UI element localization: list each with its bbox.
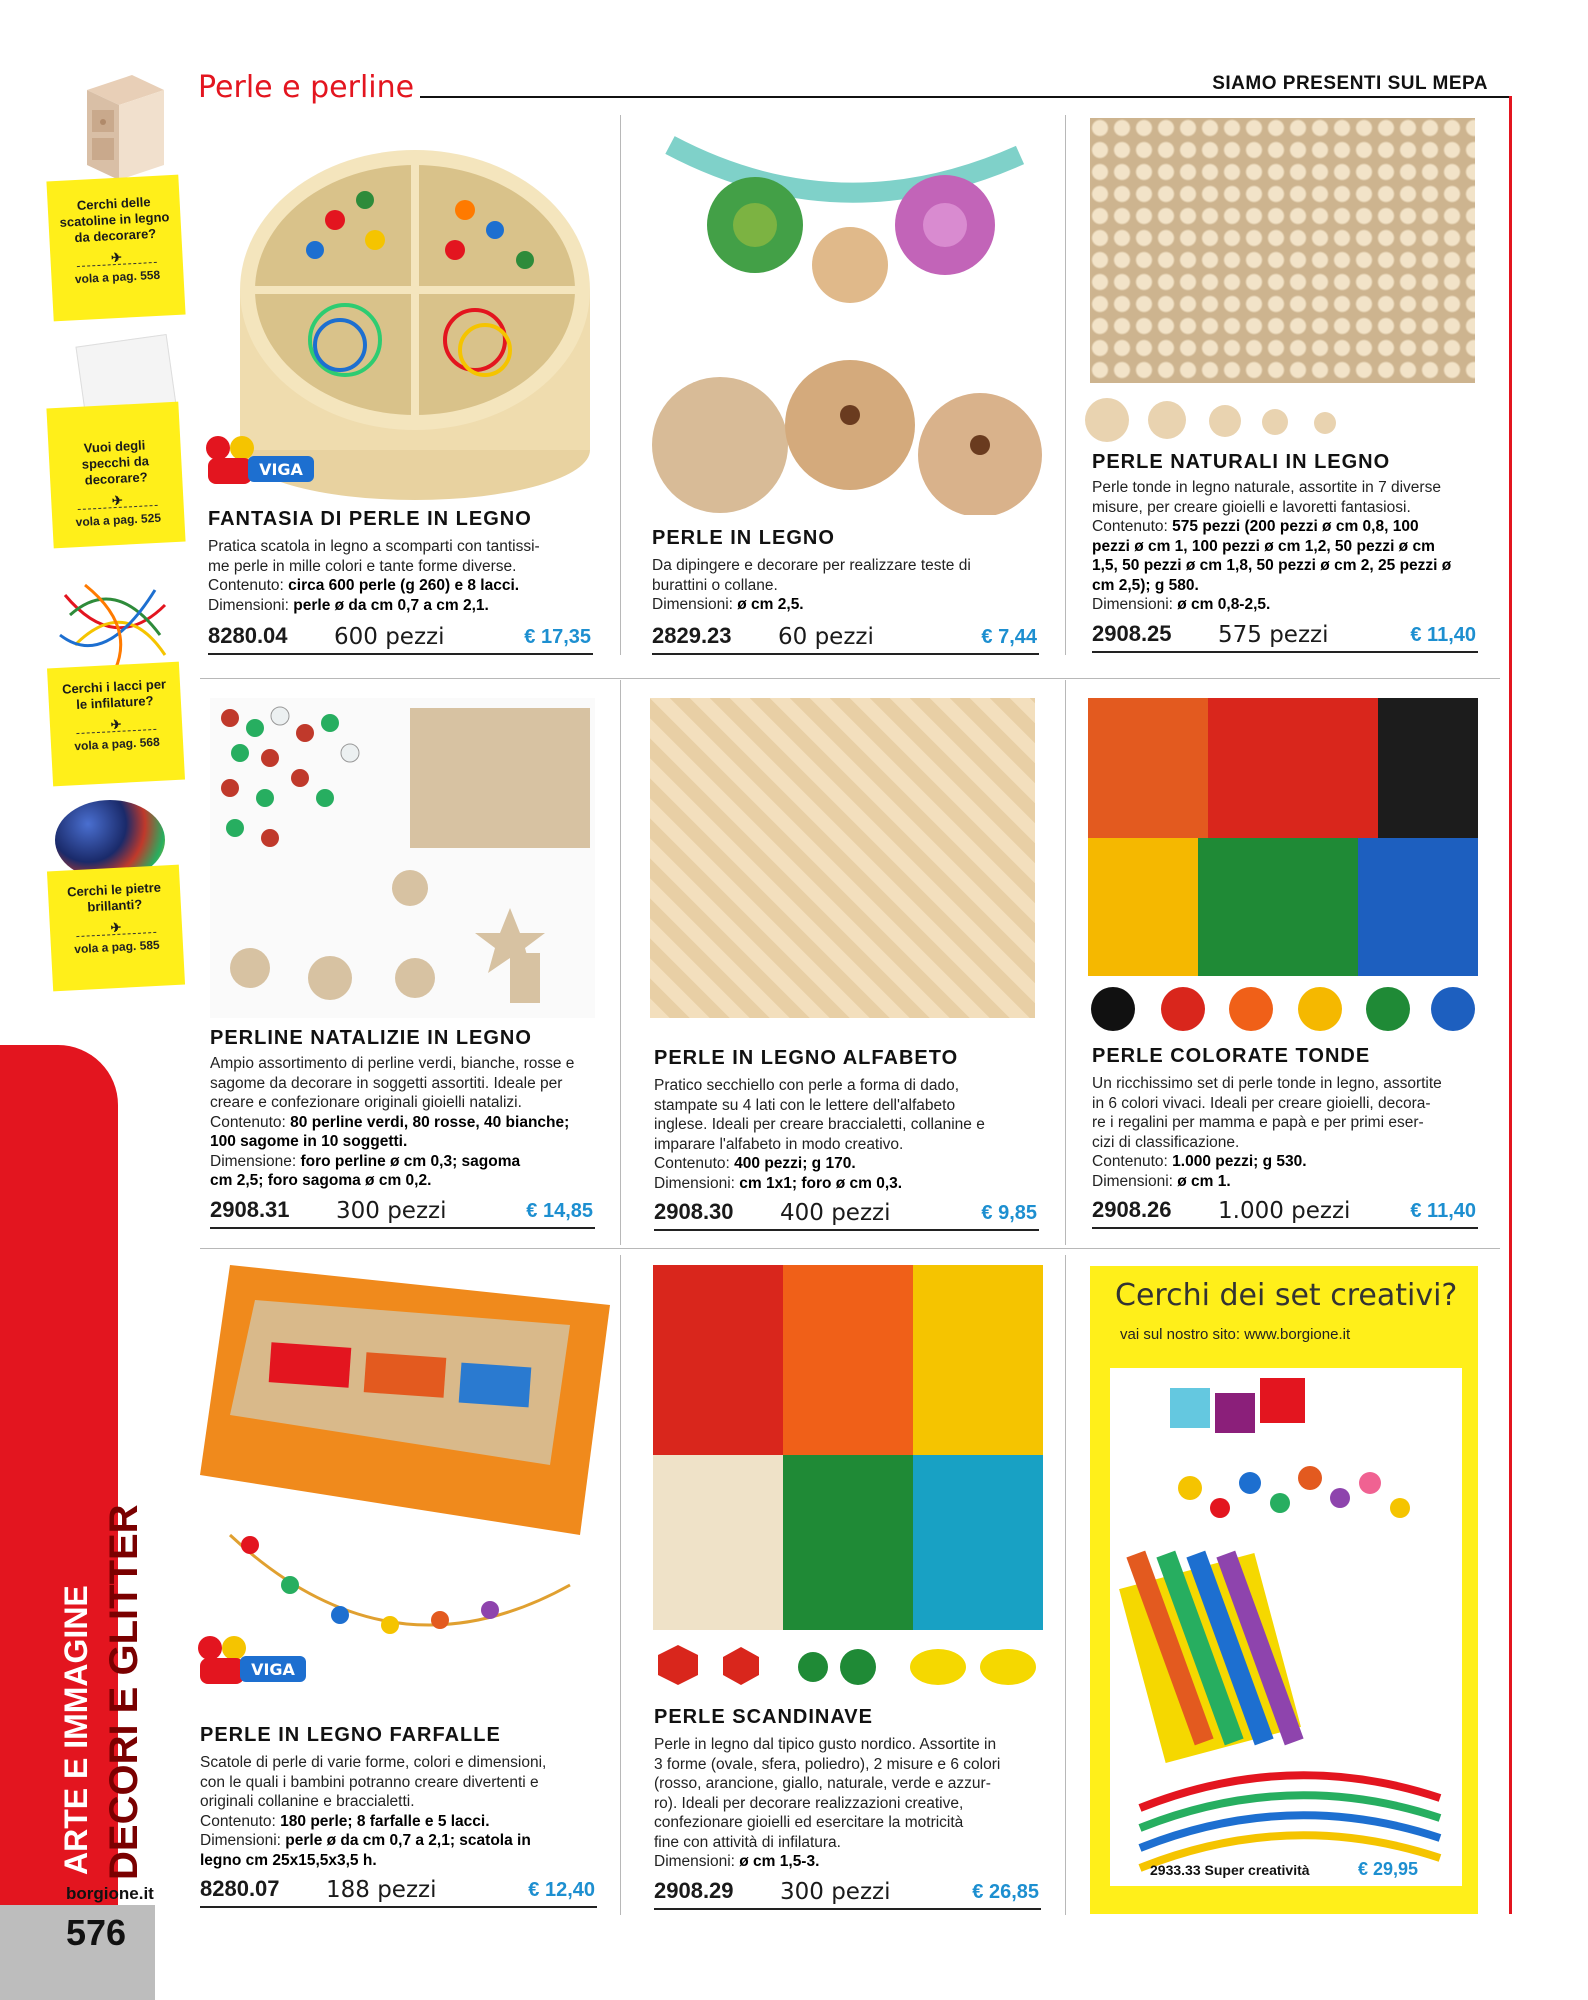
description-line bbox=[1092, 498, 1478, 518]
description-line bbox=[200, 1753, 597, 1773]
description-line bbox=[210, 1113, 595, 1133]
product-code: 2908.31 bbox=[210, 1196, 290, 1222]
description-text: Dimensioni: bbox=[652, 596, 738, 613]
description-text: Contenuto: bbox=[208, 577, 289, 594]
description-text: stampate su 4 lati con le lettere dell'alfabeto bbox=[654, 1096, 956, 1114]
product-quantity: 300 pezzi bbox=[336, 1197, 447, 1224]
description-line bbox=[210, 1152, 595, 1172]
description-bold: 100 sagome in 10 soggetti. bbox=[210, 1133, 408, 1150]
description-bold: cm 2,5; foro sagoma ø cm 0,2. bbox=[210, 1172, 432, 1189]
product-code: 2829.23 bbox=[652, 622, 732, 648]
product-card[interactable] bbox=[654, 1047, 1039, 1231]
description-text: re i regalini per mamma e papà e per primi eser- bbox=[1092, 1114, 1424, 1131]
description-bold: foro perline ø cm 0,3; sagoma bbox=[300, 1152, 521, 1170]
description-text: me perle in mille colori e tante forme diverse. bbox=[208, 557, 517, 575]
description-bold: ø cm 0,8-2,5. bbox=[1177, 596, 1271, 613]
description-line bbox=[654, 1794, 1041, 1814]
description-text: Pratica scatola in legno a scomparti con tantissi- bbox=[208, 538, 540, 555]
grid-divider bbox=[200, 1248, 1500, 1249]
page-title: Perle e perline bbox=[198, 70, 415, 105]
viga-logo bbox=[192, 1630, 312, 1690]
description-text: misure, per creare gioielli e lavoretti fantasiosi. bbox=[1092, 498, 1411, 516]
description-text: Dimensioni: bbox=[654, 1853, 740, 1870]
description-bold: circa 600 perle (g 260) e 8 lacci. bbox=[288, 577, 520, 594]
title-rule bbox=[420, 96, 1510, 98]
description-text: Dimensioni: bbox=[200, 1832, 286, 1849]
description-bold: 180 perle; 8 farfalle e 5 lacci. bbox=[280, 1812, 490, 1830]
product-quantity: 600 pezzi bbox=[334, 624, 445, 650]
product-card[interactable] bbox=[1092, 451, 1478, 653]
promo-text: Cerchi i lacci per le infilature? bbox=[61, 676, 167, 713]
description-text: Da dipingere e decorare per realizzare teste di bbox=[652, 557, 971, 574]
perline-natalizie-image bbox=[210, 698, 595, 1018]
description-text: in 6 colori vivaci. Ideali per creare gioielli, decora- bbox=[1092, 1094, 1431, 1112]
product-quantity: 1.000 pezzi bbox=[1218, 1198, 1351, 1224]
description-line bbox=[208, 557, 593, 577]
description-text: inglese. Ideali per creare braccialetti, collanine e bbox=[654, 1116, 985, 1133]
promo-link[interactable]: vola a pag. 585 bbox=[73, 937, 160, 957]
grid-divider bbox=[1065, 1255, 1066, 1915]
description-line bbox=[210, 1132, 595, 1152]
description-line bbox=[200, 1773, 597, 1793]
description-text: fine con attività di infilatura. bbox=[654, 1833, 841, 1851]
description-text: burattini o collane. bbox=[652, 576, 778, 594]
product-code: 2908.29 bbox=[654, 1877, 734, 1903]
viga-logo-text: VIGA bbox=[251, 1660, 295, 1679]
description-line bbox=[654, 1755, 1041, 1775]
product-code: 8280.04 bbox=[208, 623, 288, 648]
description-line bbox=[1092, 478, 1478, 498]
description-bold: ø cm 1. bbox=[1177, 1172, 1231, 1190]
description-line bbox=[652, 576, 1039, 596]
description-text: Contenuto: bbox=[1092, 518, 1173, 535]
grid-divider bbox=[620, 680, 621, 1245]
perle-scandinave-shapes bbox=[653, 1643, 1043, 1688]
description-line bbox=[210, 1171, 595, 1191]
grid-divider bbox=[1065, 115, 1066, 655]
description-line bbox=[208, 576, 593, 596]
description-bold: cm 1x1; foro ø cm 0,3. bbox=[739, 1174, 903, 1192]
product-description bbox=[200, 1753, 597, 1870]
description-line bbox=[1092, 517, 1478, 537]
description-text: Ampio assortimento di perline verdi, bianche, rosse e bbox=[210, 1055, 575, 1072]
description-bold: perle ø da cm 0,7 a cm 2,1. bbox=[293, 596, 489, 614]
viga-logo-text: VIGA bbox=[259, 460, 303, 479]
description-line bbox=[1092, 537, 1478, 557]
description-text: Perle tonde in legno naturale, assortite in 7 diverse bbox=[1092, 479, 1441, 496]
price-row bbox=[654, 1195, 1039, 1231]
grid-divider bbox=[200, 678, 1500, 679]
product-price: € 7,44 bbox=[981, 625, 1037, 648]
description-bold: 1.000 pezzi; g 530. bbox=[1172, 1153, 1307, 1170]
description-line bbox=[208, 596, 593, 616]
description-bold: 80 perline verdi, 80 rosse, 40 bianche; bbox=[290, 1113, 570, 1131]
description-text: sagome da decorare in soggetti assortiti. Ideale per bbox=[210, 1074, 563, 1092]
description-text: Dimensione: bbox=[210, 1152, 301, 1170]
creative-set-code: 2933.33 Super creatività bbox=[1150, 1862, 1310, 1878]
description-line bbox=[654, 1833, 1041, 1853]
perle-legno-image bbox=[640, 115, 1050, 515]
product-description bbox=[210, 1054, 595, 1191]
product-card[interactable] bbox=[1092, 1045, 1478, 1229]
product-title: PERLE IN LEGNO ALFABETO bbox=[654, 1047, 959, 1069]
product-title: PERLE IN LEGNO FARFALLE bbox=[200, 1724, 501, 1746]
promo-laces[interactable] bbox=[47, 662, 185, 787]
product-title: PERLINE NATALIZIE IN LEGNO bbox=[210, 1027, 532, 1049]
description-line bbox=[652, 556, 1039, 576]
creative-set-price: € 29,95 bbox=[1358, 1859, 1419, 1879]
description-text: Contenuto: bbox=[1092, 1153, 1173, 1170]
promo-text: Cerchi le pietre brillanti? bbox=[66, 879, 162, 915]
perle-colorate-image bbox=[1088, 698, 1478, 976]
description-bold: 1,5, 50 pezzi ø cm 1,8, 50 pezzi ø cm 2, 25 pezzi ø bbox=[1092, 557, 1452, 574]
description-line bbox=[208, 537, 593, 557]
product-price: € 11,40 bbox=[1410, 1200, 1476, 1222]
product-quantity: 188 pezzi bbox=[326, 1877, 437, 1903]
product-card[interactable] bbox=[200, 1724, 597, 1908]
product-code: 2908.25 bbox=[1092, 620, 1172, 646]
grid-divider bbox=[620, 1255, 621, 1915]
product-quantity: 400 pezzi bbox=[780, 1200, 891, 1226]
product-quantity: 300 pezzi bbox=[780, 1878, 891, 1905]
promo-gems[interactable] bbox=[47, 865, 185, 992]
description-text: 3 forme (ovale, sfera, poliedro), 2 misure e 6 colori bbox=[654, 1755, 1001, 1773]
promo-mirrors[interactable] bbox=[46, 402, 185, 549]
description-line bbox=[654, 1813, 1041, 1833]
paper-plane-icon: ✈ bbox=[76, 248, 157, 267]
promo-link[interactable]: vola a pag. 568 bbox=[74, 734, 161, 754]
price-row bbox=[200, 1872, 597, 1908]
description-text: ro). Ideali per decorare realizzazioni creative, bbox=[654, 1794, 964, 1812]
product-title: PERLE IN LEGNO bbox=[652, 527, 835, 549]
perle-naturali-sizes bbox=[1085, 395, 1385, 445]
product-price: € 12,40 bbox=[528, 1879, 595, 1901]
description-line bbox=[1092, 576, 1478, 596]
description-text: Contenuto: bbox=[200, 1812, 281, 1830]
product-description bbox=[654, 1076, 1039, 1193]
product-description bbox=[654, 1735, 1041, 1872]
perle-alfabeto-image bbox=[650, 698, 1035, 1018]
description-line bbox=[1092, 1113, 1478, 1133]
viga-logo bbox=[200, 430, 320, 490]
description-text: Dimensioni: bbox=[1092, 1172, 1178, 1190]
product-description bbox=[1092, 478, 1478, 615]
description-line bbox=[654, 1774, 1041, 1794]
description-line bbox=[200, 1812, 597, 1832]
description-line bbox=[1092, 1133, 1478, 1153]
product-code: 2908.30 bbox=[654, 1199, 734, 1224]
description-text: cizi di classificazione. bbox=[1092, 1133, 1240, 1151]
price-row bbox=[210, 1193, 595, 1229]
product-card[interactable] bbox=[654, 1706, 1041, 1910]
product-price: € 9,85 bbox=[981, 1202, 1037, 1224]
description-line bbox=[652, 595, 1039, 615]
description-bold: perle ø da cm 0,7 a 2,1; scatola in bbox=[285, 1832, 531, 1849]
product-code: 8280.07 bbox=[200, 1876, 280, 1901]
description-text: Dimensioni: bbox=[1092, 596, 1178, 613]
product-title: PERLE NATURALI IN LEGNO bbox=[1092, 451, 1391, 473]
description-text: Scatole di perle di varie forme, colori e dimensioni, bbox=[200, 1754, 547, 1771]
category-label: ARTE E IMMAGINE bbox=[58, 1585, 94, 1875]
description-text: originali collanine e braccialetti. bbox=[200, 1793, 415, 1810]
description-line bbox=[654, 1135, 1039, 1155]
page-edge-rule bbox=[1509, 96, 1512, 1914]
product-price: € 14,85 bbox=[526, 1199, 593, 1222]
product-card[interactable] bbox=[208, 508, 593, 655]
description-line bbox=[654, 1076, 1039, 1096]
grid-divider bbox=[1065, 680, 1066, 1245]
website[interactable]: borgione.it bbox=[66, 1884, 154, 1903]
creative-set-title: Cerchi dei set creativi? bbox=[1115, 1278, 1458, 1313]
grid-divider bbox=[620, 115, 621, 655]
perle-naturali-image bbox=[1090, 118, 1475, 383]
description-text: confezionare gioielli ed esercitare la motricità bbox=[654, 1814, 964, 1831]
description-text: Pratico secchiello con perle a forma di dado, bbox=[654, 1077, 959, 1094]
paper-plane-icon: ✈ bbox=[77, 491, 158, 510]
product-description bbox=[1092, 1074, 1478, 1191]
description-line bbox=[1092, 1094, 1478, 1114]
description-line bbox=[1092, 1152, 1478, 1172]
description-text: Dimensioni: bbox=[654, 1174, 740, 1192]
perle-colorate-swatches bbox=[1088, 984, 1478, 1034]
description-text: Contenuto: bbox=[210, 1113, 291, 1131]
price-row bbox=[1092, 1193, 1478, 1229]
description-text: imparare l'alfabeto in modo creativo. bbox=[654, 1135, 904, 1153]
promo-link[interactable]: vola a pag. 558 bbox=[74, 267, 161, 287]
product-description bbox=[652, 556, 1039, 615]
description-line bbox=[654, 1735, 1041, 1755]
description-bold: ø cm 2,5. bbox=[737, 596, 804, 613]
paper-plane-icon: ✈ bbox=[76, 918, 157, 937]
description-line bbox=[210, 1093, 595, 1113]
product-price: € 26,85 bbox=[972, 1880, 1039, 1903]
description-line bbox=[1092, 595, 1478, 615]
product-title: FANTASIA DI PERLE IN LEGNO bbox=[208, 508, 532, 530]
price-row bbox=[208, 619, 593, 655]
product-title: PERLE COLORATE TONDE bbox=[1092, 1045, 1371, 1067]
product-price: € 17,35 bbox=[524, 626, 591, 648]
description-text: Dimensioni: bbox=[208, 596, 294, 614]
creative-set-image bbox=[1110, 1368, 1462, 1886]
promo-link[interactable]: vola a pag. 525 bbox=[75, 510, 162, 530]
paper-plane-icon: ✈ bbox=[76, 715, 157, 734]
description-bold: pezzi ø cm 1, 100 pezzi ø cm 1,2, 50 pezzi ø cm bbox=[1092, 537, 1435, 555]
price-row bbox=[654, 1874, 1041, 1910]
price-row bbox=[1092, 617, 1478, 653]
description-line bbox=[1092, 1074, 1478, 1094]
wooden-drawer-image bbox=[72, 70, 167, 185]
description-line bbox=[1092, 556, 1478, 576]
description-line bbox=[210, 1054, 595, 1074]
description-text: Contenuto: bbox=[654, 1155, 735, 1172]
mepa-notice: SIAMO PRESENTI SUL MEPA bbox=[1212, 73, 1488, 94]
description-line bbox=[654, 1154, 1039, 1174]
creative-set-link[interactable]: vai sul nostro sito: www.borgione.it bbox=[1120, 1326, 1351, 1343]
description-bold: legno cm 25x15,5x3,5 h. bbox=[200, 1851, 377, 1869]
description-bold: cm 2,5); g 580. bbox=[1092, 576, 1199, 594]
description-line bbox=[210, 1074, 595, 1094]
product-card[interactable] bbox=[652, 527, 1039, 655]
description-line bbox=[654, 1096, 1039, 1116]
description-text: con le quali i bambini potranno creare divertenti e bbox=[200, 1773, 539, 1791]
description-bold: 400 pezzi; g 170. bbox=[734, 1155, 856, 1172]
page-number: 576 bbox=[66, 1912, 127, 1953]
description-text: Un ricchissimo set di perle tonde in legno, assortite bbox=[1092, 1075, 1442, 1092]
description-bold: ø cm 1,5-3. bbox=[739, 1853, 820, 1870]
product-code: 2908.26 bbox=[1092, 1197, 1172, 1222]
description-bold: 575 pezzi (200 pezzi ø cm 0,8, 100 bbox=[1172, 518, 1419, 535]
description-line bbox=[654, 1174, 1039, 1194]
description-line bbox=[200, 1792, 597, 1812]
promo-text: Cerchi delle scatoline in legno da decorare? bbox=[59, 194, 170, 246]
description-text: Perle in legno dal tipico gusto nordico. Assortite in bbox=[654, 1736, 997, 1753]
product-card[interactable] bbox=[210, 1027, 595, 1229]
product-quantity: 60 pezzi bbox=[778, 623, 874, 650]
product-quantity: 575 pezzi bbox=[1218, 621, 1329, 648]
description-line bbox=[200, 1831, 597, 1851]
product-description bbox=[208, 537, 593, 615]
product-title: PERLE SCANDINAVE bbox=[654, 1706, 873, 1728]
price-row bbox=[652, 619, 1039, 655]
description-line bbox=[654, 1852, 1041, 1872]
perle-scandinave-image bbox=[653, 1265, 1043, 1630]
promo-boxes[interactable] bbox=[46, 175, 185, 322]
creative-set-card[interactable] bbox=[1090, 1266, 1478, 1914]
product-price: € 11,40 bbox=[1410, 623, 1476, 646]
description-line bbox=[200, 1851, 597, 1871]
description-line bbox=[654, 1115, 1039, 1135]
promo-text: Vuoi degli specchi da decorare? bbox=[81, 437, 150, 488]
description-line bbox=[1092, 1172, 1478, 1192]
description-text: creare e confezionare originali gioielli natalizi. bbox=[210, 1094, 522, 1111]
subcategory-label: DECORI E GLITTER bbox=[102, 1504, 146, 1880]
description-text: (rosso, arancione, giallo, naturale, verde e azzur- bbox=[654, 1775, 991, 1792]
laces-image bbox=[55, 575, 175, 675]
